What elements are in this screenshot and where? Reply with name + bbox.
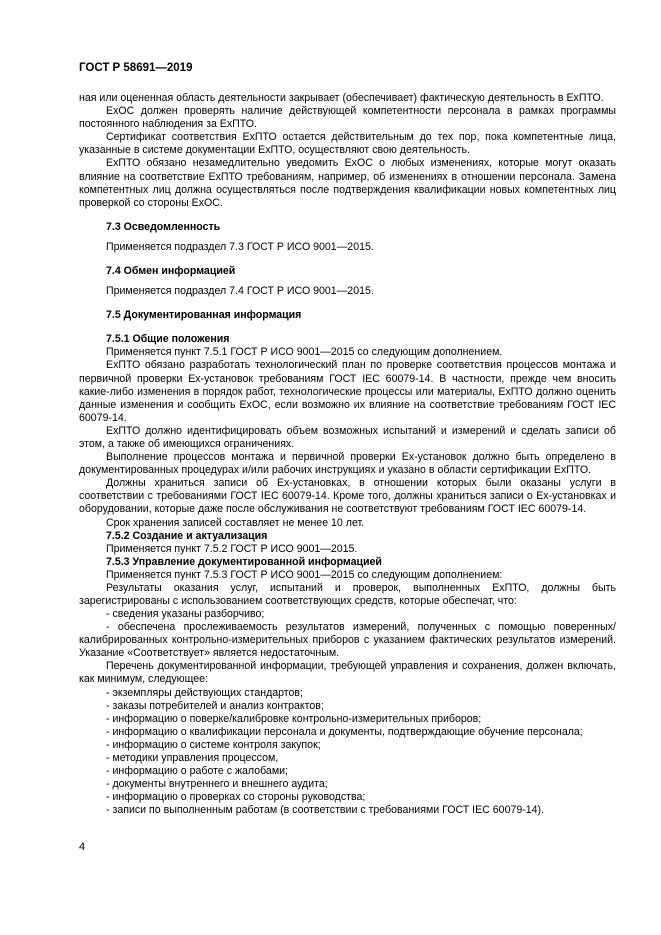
paragraph: ная или оцененная область деятельности закрывает (обеспечивает) фактическую деятельность в ЕхПТО. (79, 92, 604, 104)
paragraph: ЕхОС должен проверять наличие действующей компетентности персонала в рамках программы постоянного наблюдения за ЕхПТО. (79, 105, 616, 131)
subsection-heading-7-5-2: 7.5.2 Создание и актуализация (106, 529, 268, 542)
paragraph: Применяется подраздел 7.3 ГОСТ Р ИСО 9001—2015. (106, 240, 374, 253)
list-item: - информацию о проверках со стороны руководства; (106, 791, 366, 804)
subsection-heading-7-5-1: 7.5.1 Общие положения (106, 333, 230, 346)
document-list (79, 687, 616, 818)
document-id-header: ГОСТ Р 58691—2019 (79, 62, 193, 74)
paragraph: Применяется пункт 7.5.1 ГОСТ Р ИСО 9001—2015 со следующим дополнением. (106, 346, 503, 359)
paragraph: Должны храниться записи об Ех-установках, в отношении которых были оказаны услуги в соответствии с требованиями ГОСТ IEC 60079-14. Кроме того, должны храниться записи о Ех-установках и оборудовании, которые даже после обслуживания не соответствуют требованиям ГОСТ IEC 60079-14. (79, 477, 616, 516)
list-item: - методики управления процессом, (106, 752, 279, 765)
paragraph: ЕхПТО обязано разработать технологический план по проверке соответствия процессов монтажа и первичной проверки Ех-установок требованиям ГОСТ IEC 60079-14. В частности, прежде чем вносить какие-либо изменения в порядок работ, технологические процессы или материалы, ЕхПТО должно оценить данные изменения и сообщить ЕхОС, если возможно их влияние на соответствие требованиям ГОСТ IEC 60079-14. (79, 359, 616, 424)
section-heading-7-5: 7.5 Документированная информация (106, 309, 302, 322)
paragraph: ЕхПТО должно идентифицировать объем возможных испытаний и измерений и сделать записи об этом, а также об имеющихся ограничениях. (79, 424, 616, 450)
subsection-heading-7-5-3: 7.5.3 Управление документированной информацией (106, 555, 382, 568)
paragraph: Результаты оказания услуг, испытаний и проверок, выполненных ЕхПТО, должны быть зарегистрированы с использованием соответствующих средств, которые обеспечат, что: (79, 581, 616, 607)
section-heading-7-3: 7.3 Осведомленность (106, 220, 221, 233)
list-item: - информацию о системе контроля закупок; (106, 738, 321, 751)
paragraph: Применяется пункт 7.5.2 ГОСТ Р ИСО 9001—2015. (106, 542, 358, 555)
paragraph: Выполнение процессов монтажа и первичной проверки Ех-установок должно быть определено в документированных процедурах и/или рабочих инструкциях и указано в области сертификации ЕхПТО. (79, 451, 616, 477)
paragraph: Применяется подраздел 7.4 ГОСТ Р ИСО 9001—2015. (106, 285, 374, 298)
list-item: - сведения указаны разборчиво; (106, 608, 265, 620)
list-item: - обеспечена прослеживаемость результатов измерений, полученных с помощью поверенных/калибрированных контрольно-измерительных приборов с указанием фактических результатов измерений. Указание «Соответствует» является недостаточным. (79, 621, 616, 660)
paragraph: Применяется пункт 7.5.3 ГОСТ Р ИСО 9001—2015 со следующим дополнением: (106, 568, 503, 581)
paragraph: Срок хранения записей составляет не менее 10 лет. (106, 516, 365, 529)
page-number: 4 (79, 841, 86, 853)
paragraph: Перечень документированной информации, требующей управления и сохранения, должен включать, как минимум, следующее: (79, 660, 616, 686)
paragraph: Сертификат соответствия ЕхПТО остается действительным до тех пор, пока компетентные лица, указанные в системе документации ЕхПТО, осуществляют свою деятельность. (79, 131, 616, 157)
section-heading-7-4: 7.4 Обмен информацией (106, 265, 236, 278)
list-item: - информацию о квалификации персонала и документы, подтверждающие обучение персонала; (106, 725, 583, 738)
list-item: - информацию о работе с жалобами; (106, 765, 288, 778)
list-item: - информацию о поверке/калибровке контрольно-измерительных приборов; (106, 712, 482, 725)
list-item: - заказы потребителей и анализ контрактов; (106, 699, 324, 712)
paragraph: ЕхПТО обязано незамедлительно уведомить ЕхОС о любых изменениях, которые могут оказать влияние на соответствие ЕхПТО требованиям, например, об изменениях в отношении персонала. Замена компетентных лиц должна осуществляться после подтверждения квалификации новых компетентных лиц проверкой со стороны ЕхОС. (79, 157, 616, 209)
list-item: - документы внутреннего и внешнего аудита; (106, 778, 328, 791)
list-item: - экземпляры действующих стандартов; (106, 686, 303, 699)
list-item: - записи по выполненным работам (в соответствии с требованиями ГОСТ IEC 60079-14). (106, 804, 545, 817)
document-body (79, 92, 616, 818)
